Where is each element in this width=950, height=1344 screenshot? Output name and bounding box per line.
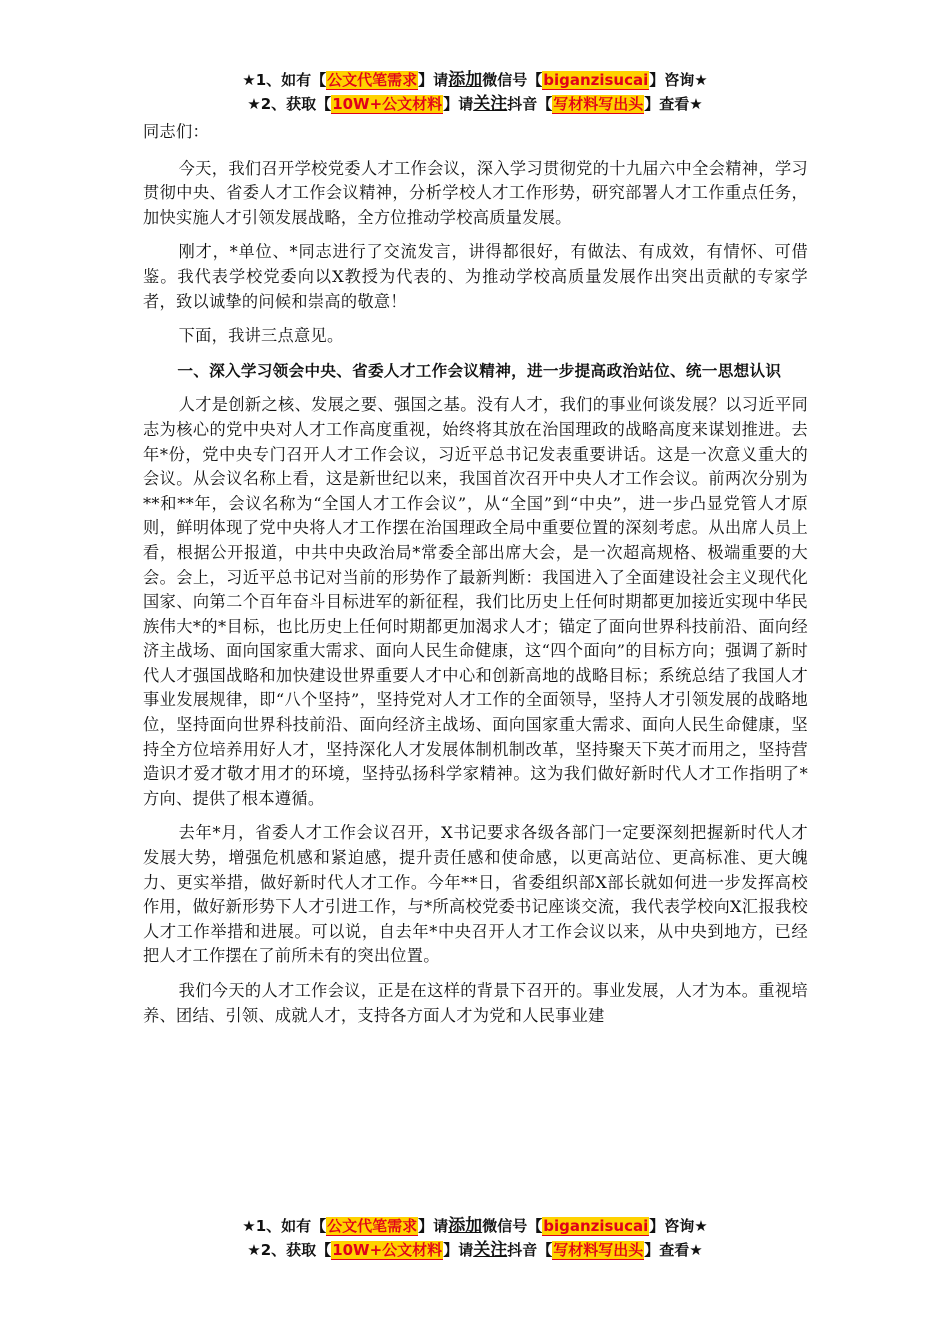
promo-line-2	[0, 92, 950, 116]
promo-text: 】请	[418, 71, 449, 89]
promo-line-1	[0, 1214, 950, 1238]
section-heading-1: 一、深入学习领会中央、省委人才工作会议精神，进一步提高政治站位、统一思想认识	[177, 361, 782, 380]
promo-text: 微信号【	[482, 71, 543, 89]
paragraph-body-2: 去年*月，省委人才工作会议召开，X书记要求各级各部门一定要深刻把握新时代人才发展大势，增强危机感和紧迫感，提升责任感和使命感，以更高站位、更高标准、更大魄力、更实举措，做好新时代人才工作。今年**日，省委组织部X部长就如何进一步发挥高校作用，做好新形势下人才引进工作，与*所高校党委书记座谈交流，我代表学校向X汇报我校人才工作举措和进展。可以说，自去年*中央召开人才工作会议以来，从中央到地方，已经把人才工作摆在了前所未有的突出位置。	[143, 823, 808, 966]
promo-text: ★2、获取【	[247, 1241, 332, 1259]
promo-banner-top	[0, 68, 950, 116]
promo-emphasis: 添加	[448, 1216, 483, 1236]
promo-highlight-douyin: 写材料写出头	[553, 95, 644, 113]
promo-highlight-wechat: biganzisucai	[543, 1217, 649, 1235]
paragraph-body-1: 人才是创新之核、发展之要、强国之基。没有人才，我们的事业何谈发展？以习近平同志为核心的党中央对人才工作高度重视，始终将其放在治国理政的战略高度来谋划推进。去年*份，党中央专门召开人才工作会议，习近平总书记发表重要讲话。这是一次意义重大的会议。从会议名称上看，这是新世纪以来，我国首次召开中央人才工作会议。前两次分别为**和**年，会议名称为“全国人才工作会议”，从“全国”到“中央”，进一步凸显党管人才原则，鲜明体现了党中央将人才工作摆在治国理政全局中重要位置的深刻考虑。从出席人员上看，根据公开报道，中共中央政治局*常委全部出席大会，是一次超高规格、极端重要的大会。会上，习近平总书记对当前的形势作了最新判断：我国进入了全面建设社会主义现代化国家、向第二个百年奋斗目标进军的新征程，我们比历史上任何时期都更加接近实现中华民族伟大*的*目标，也比历史上任何时期都更加渴求人才；锚定了面向世界科技前沿、面向经济主战场、面向国家重大需求、面向人民生命健康，这“四个面向”的目标方向；强调了新时代人才强国战略和加快建设世界重要人才中心和创新高地的战略目标；系统总结了我国人才事业发展规律，即“八个坚持”，坚持党对人才工作的全面领导，坚持人才引领发展的战略地位，坚持面向世界科技前沿、面向经济主战场、面向国家重大需求、面向人民生命健康，坚持全方位培养用好人才，坚持深化人才发展体制机制改革，坚持聚天下英才而用之，坚持营造识才爱才敬才用才的环境，坚持弘扬科学家精神。这为我们做好新时代人才工作指明了*方向、提供了根本遵循。	[143, 395, 808, 808]
promo-line-1	[0, 68, 950, 92]
promo-text: ★1、如有【	[242, 1217, 327, 1235]
promo-text: 】请	[418, 1217, 449, 1235]
promo-text: ★2、获取【	[247, 95, 332, 113]
promo-highlight-douyin: 写材料写出头	[553, 1241, 644, 1259]
promo-text: 】咨询★	[649, 71, 708, 89]
promo-text: 】请	[443, 95, 474, 113]
promo-banner-bottom	[0, 1214, 950, 1262]
promo-text: 抖音【	[507, 1241, 553, 1259]
promo-highlight: 10W+公文材料	[332, 95, 443, 113]
promo-text: 抖音【	[507, 95, 553, 113]
promo-text: 】查看★	[644, 1241, 703, 1259]
document-body	[143, 120, 808, 1028]
promo-highlight-wechat: biganzisucai	[543, 71, 649, 89]
promo-emphasis: 添加	[448, 70, 483, 90]
paragraph-acknowledgement: 刚才，*单位、*同志进行了交流发言，讲得都很好，有做法、有成效，有情怀、可借鉴。我代表学校党委向以X教授为代表的、为推动学校高质量发展作出突出贡献的专家学者，致以诚挚的问候和崇高的敬意！	[143, 242, 808, 311]
promo-line-2	[0, 1238, 950, 1262]
promo-emphasis: 关注	[473, 1240, 508, 1260]
paragraph-body-3: 我们今天的人才工作会议，正是在这样的背景下召开的。事业发展，人才为本。重视培养、团结、引领、成就人才，支持各方面人才为党和人民事业建	[143, 981, 808, 1025]
promo-highlight: 公文代笔需求	[327, 71, 418, 89]
promo-emphasis: 关注	[473, 94, 508, 114]
promo-text: 】查看★	[644, 95, 703, 113]
promo-text: 】请	[443, 1241, 474, 1259]
paragraph-intro: 今天，我们召开学校党委人才工作会议，深入学习贯彻党的十九届六中全会精神，学习贯彻中央、省委人才工作会议精神，分析学校人才工作形势，研究部署人才工作重点任务，加快实施人才引领发展战略，全方位推动学校高质量发展。	[143, 158, 808, 227]
promo-highlight: 公文代笔需求	[327, 1217, 418, 1235]
salutation: 同志们：	[143, 122, 209, 141]
promo-highlight: 10W+公文材料	[332, 1241, 443, 1259]
paragraph-transition: 下面，我讲三点意见。	[178, 326, 344, 346]
promo-text: 微信号【	[482, 1217, 543, 1235]
promo-text: 】咨询★	[649, 1217, 708, 1235]
promo-text: ★1、如有【	[242, 71, 327, 89]
